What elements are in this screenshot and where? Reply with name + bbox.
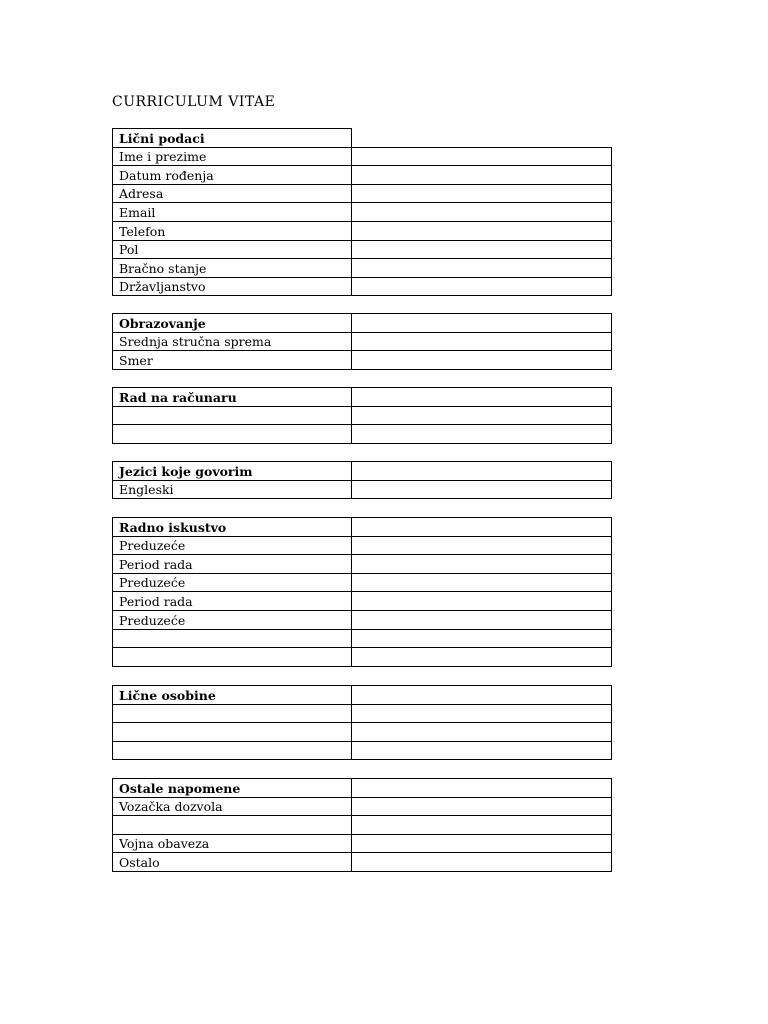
table-row xyxy=(113,853,612,872)
field-value[interactable] xyxy=(352,221,612,240)
table-row xyxy=(113,592,612,611)
section-personal-info xyxy=(112,128,612,296)
field-value[interactable] xyxy=(352,834,612,853)
field-label: Preduzeće xyxy=(113,610,352,629)
section-heading: Obrazovanje xyxy=(113,314,352,333)
field-value[interactable] xyxy=(352,351,612,370)
field-value[interactable] xyxy=(352,259,612,278)
table-row xyxy=(113,166,612,185)
section-personal-traits xyxy=(112,685,612,760)
section-heading: Jezici koje govorim xyxy=(113,462,352,481)
field-value[interactable] xyxy=(352,741,612,760)
field-value[interactable] xyxy=(352,816,612,835)
field-label[interactable] xyxy=(113,425,352,444)
section-header-row xyxy=(113,518,612,537)
field-value[interactable] xyxy=(352,610,612,629)
field-label: Email xyxy=(113,203,352,222)
field-value[interactable] xyxy=(352,277,612,296)
field-value[interactable] xyxy=(352,536,612,555)
field-value[interactable] xyxy=(352,797,612,816)
table-row xyxy=(113,555,612,574)
section-heading-value[interactable] xyxy=(352,388,612,407)
field-label: Smer xyxy=(113,351,352,370)
table-row xyxy=(113,816,612,835)
field-value[interactable] xyxy=(352,573,612,592)
table-row xyxy=(113,221,612,240)
table-row xyxy=(113,480,612,499)
table-row xyxy=(113,184,612,203)
field-label[interactable] xyxy=(113,723,352,742)
field-label[interactable] xyxy=(113,629,352,648)
field-label: Datum rođenja xyxy=(113,166,352,185)
field-value[interactable] xyxy=(352,332,612,351)
field-label: Bračno stanje xyxy=(113,259,352,278)
table-row xyxy=(113,259,612,278)
section-heading-value[interactable] xyxy=(352,129,612,148)
field-value[interactable] xyxy=(352,629,612,648)
section-heading-value[interactable] xyxy=(352,518,612,537)
section-other-notes xyxy=(112,778,612,872)
section-heading: Ostale napomene xyxy=(113,779,352,798)
table-row xyxy=(113,741,612,760)
section-heading: Rad na računaru xyxy=(113,388,352,407)
table-row xyxy=(113,723,612,742)
field-label: Pol xyxy=(113,240,352,259)
field-value[interactable] xyxy=(352,406,612,425)
section-header-row xyxy=(113,686,612,705)
field-label: Srednja stručna sprema xyxy=(113,332,352,351)
section-heading: Radno iskustvo xyxy=(113,518,352,537)
field-label: Period rada xyxy=(113,592,352,611)
section-heading: Lične osobine xyxy=(113,686,352,705)
section-header-row xyxy=(113,462,612,481)
field-label[interactable] xyxy=(113,741,352,760)
field-label: Državljanstvo xyxy=(113,277,352,296)
section-computer-skills xyxy=(112,387,612,444)
section-heading: Lični podaci xyxy=(113,129,352,148)
field-value[interactable] xyxy=(352,425,612,444)
table-row xyxy=(113,648,612,667)
section-heading-value[interactable] xyxy=(352,686,612,705)
field-value[interactable] xyxy=(352,853,612,872)
section-header-row xyxy=(113,779,612,798)
field-value[interactable] xyxy=(352,166,612,185)
field-label: Engleski xyxy=(113,480,352,499)
table-row xyxy=(113,834,612,853)
field-value[interactable] xyxy=(352,203,612,222)
table-row xyxy=(113,203,612,222)
section-header-row xyxy=(113,129,612,148)
field-label: Preduzeće xyxy=(113,573,352,592)
section-heading-value[interactable] xyxy=(352,779,612,798)
section-header-row xyxy=(113,388,612,407)
table-row xyxy=(113,147,612,166)
section-education xyxy=(112,313,612,370)
field-value[interactable] xyxy=(352,592,612,611)
field-label[interactable] xyxy=(113,816,352,835)
field-label: Adresa xyxy=(113,184,352,203)
table-row xyxy=(113,536,612,555)
field-value[interactable] xyxy=(352,240,612,259)
table-row xyxy=(113,573,612,592)
table-row xyxy=(113,425,612,444)
field-label: Telefon xyxy=(113,221,352,240)
table-row xyxy=(113,704,612,723)
table-row xyxy=(113,351,612,370)
table-row xyxy=(113,332,612,351)
table-row xyxy=(113,797,612,816)
section-work-experience xyxy=(112,517,612,667)
table-row xyxy=(113,610,612,629)
field-label: Preduzeće xyxy=(113,536,352,555)
table-row xyxy=(113,240,612,259)
document-title: CURRICULUM VITAE xyxy=(112,94,276,110)
field-value[interactable] xyxy=(352,480,612,499)
field-label: Ostalo xyxy=(113,853,352,872)
table-row xyxy=(113,277,612,296)
field-label[interactable] xyxy=(113,704,352,723)
field-value[interactable] xyxy=(352,648,612,667)
section-header-row xyxy=(113,314,612,333)
field-value[interactable] xyxy=(352,147,612,166)
field-value[interactable] xyxy=(352,555,612,574)
field-label: Vozačka dozvola xyxy=(113,797,352,816)
table-row xyxy=(113,629,612,648)
field-value[interactable] xyxy=(352,184,612,203)
field-value[interactable] xyxy=(352,704,612,723)
field-label[interactable] xyxy=(113,648,352,667)
field-label: Vojna obaveza xyxy=(113,834,352,853)
field-label[interactable] xyxy=(113,406,352,425)
section-heading-value[interactable] xyxy=(352,314,612,333)
section-heading-value[interactable] xyxy=(352,462,612,481)
field-label: Ime i prezime xyxy=(113,147,352,166)
field-label: Period rada xyxy=(113,555,352,574)
table-row xyxy=(113,406,612,425)
section-languages xyxy=(112,461,612,499)
field-value[interactable] xyxy=(352,723,612,742)
